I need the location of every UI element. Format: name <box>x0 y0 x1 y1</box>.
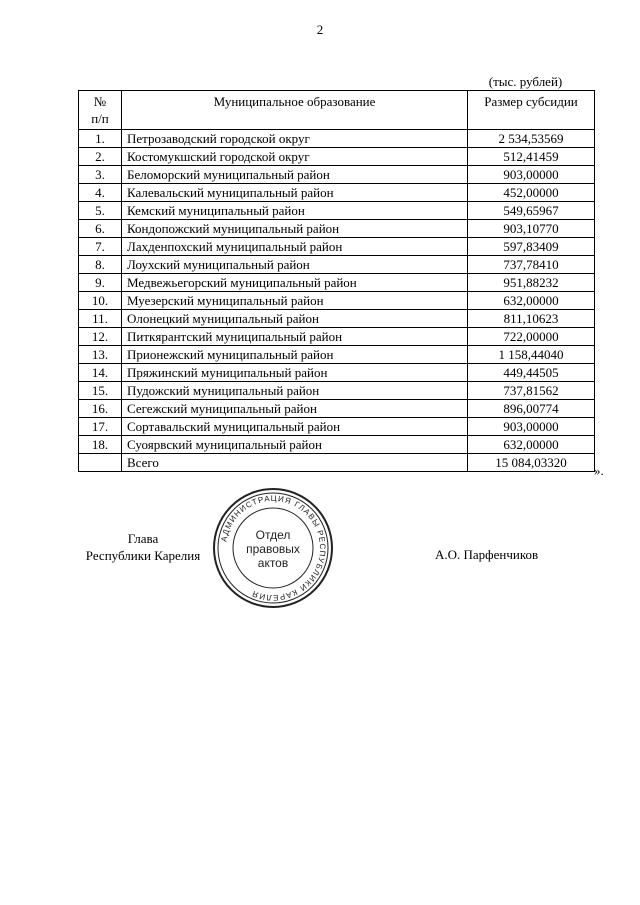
row-number: 15. <box>79 382 122 400</box>
row-subsidy: 903,00000 <box>468 166 595 184</box>
table-row <box>79 148 595 166</box>
row-municipality: Прионежский муниципальный район <box>122 346 468 364</box>
row-number: 6. <box>79 220 122 238</box>
stamp-line3: актов <box>257 556 289 570</box>
row-municipality: Медвежьегорский муниципальный район <box>122 274 468 292</box>
stamp-line2: правовых <box>246 542 300 556</box>
table-row <box>79 364 595 382</box>
row-municipality: Петрозаводский городской округ <box>122 130 468 148</box>
row-number: 10. <box>79 292 122 310</box>
table-total-row <box>79 454 595 472</box>
row-municipality: Лахденпохский муниципальный район <box>122 238 468 256</box>
signature-title <box>78 530 208 564</box>
header-number-pp: п/п <box>91 111 109 126</box>
row-subsidy: 737,78410 <box>468 256 595 274</box>
table-row <box>79 418 595 436</box>
row-municipality: Пряжинский муниципальный район <box>122 364 468 382</box>
row-subsidy: 632,00000 <box>468 292 595 310</box>
row-subsidy: 632,00000 <box>468 436 595 454</box>
table-row <box>79 382 595 400</box>
table-row <box>79 328 595 346</box>
row-number: 3. <box>79 166 122 184</box>
row-number: 13. <box>79 346 122 364</box>
table-row <box>79 130 595 148</box>
row-municipality: Олонецкий муниципальный район <box>122 310 468 328</box>
row-municipality: Пудожский муниципальный район <box>122 382 468 400</box>
row-number: 16. <box>79 400 122 418</box>
row-subsidy: 597,83409 <box>468 238 595 256</box>
stamp-ring-text: АДМИНИСТРАЦИЯ ГЛАВЫ РЕСПУБЛИКИ КАРЕЛИЯ <box>219 493 328 603</box>
signatory-name: А.О. Парфенчиков <box>435 547 539 562</box>
row-municipality: Питкярантский муниципальный район <box>122 328 468 346</box>
closing-quote: ». <box>594 463 604 478</box>
row-municipality: Беломорский муниципальный район <box>122 166 468 184</box>
signature-title-line2: Республики Карелия <box>85 548 201 563</box>
row-municipality: Кемский муниципальный район <box>122 202 468 220</box>
row-subsidy: 512,41459 <box>468 148 595 166</box>
row-municipality: Муезерский муниципальный район <box>122 292 468 310</box>
header-subsidy: Размер субсидии <box>468 91 595 130</box>
row-municipality: Кондопожский муниципальный район <box>122 220 468 238</box>
row-subsidy: 449,44505 <box>468 364 595 382</box>
table-row <box>79 184 595 202</box>
header-number <box>79 91 122 130</box>
row-number: 11. <box>79 310 122 328</box>
page-number: 2 <box>316 22 324 37</box>
row-municipality: Сортавальский муниципальный район <box>122 418 468 436</box>
row-subsidy: 1 158,44040 <box>468 346 595 364</box>
row-number: 1. <box>79 130 122 148</box>
row-subsidy: 951,88232 <box>468 274 595 292</box>
row-subsidy: 903,10770 <box>468 220 595 238</box>
row-number: 4. <box>79 184 122 202</box>
row-subsidy: 2 534,53569 <box>468 130 595 148</box>
table-row <box>79 202 595 220</box>
table-row <box>79 310 595 328</box>
stamp-line1: Отдел <box>255 528 291 542</box>
row-number: 14. <box>79 364 122 382</box>
table-row <box>79 274 595 292</box>
row-subsidy: 903,00000 <box>468 418 595 436</box>
row-subsidy: 452,00000 <box>468 184 595 202</box>
row-subsidy: 549,65967 <box>468 202 595 220</box>
header-municipality: Муниципальное образование <box>122 91 468 130</box>
row-number: 12. <box>79 328 122 346</box>
header-number-sign: № <box>93 94 107 109</box>
row-number <box>79 454 122 472</box>
table-row <box>79 256 595 274</box>
table-row <box>79 238 595 256</box>
table-row <box>79 220 595 238</box>
row-municipality: Костомукшский городской округ <box>122 148 468 166</box>
row-number: 5. <box>79 202 122 220</box>
row-number: 17. <box>79 418 122 436</box>
table-row <box>79 166 595 184</box>
units-label: (тыс. рублей) <box>488 74 563 89</box>
official-stamp <box>211 486 335 610</box>
table-row <box>79 346 595 364</box>
row-subsidy: 811,10623 <box>468 310 595 328</box>
table-row <box>79 292 595 310</box>
table-row <box>79 400 595 418</box>
row-number: 8. <box>79 256 122 274</box>
row-number: 7. <box>79 238 122 256</box>
row-number: 2. <box>79 148 122 166</box>
total-label: Всего <box>122 454 468 472</box>
row-subsidy: 737,81562 <box>468 382 595 400</box>
subsidy-table <box>78 90 595 472</box>
row-municipality: Сегежский муниципальный район <box>122 400 468 418</box>
row-number: 9. <box>79 274 122 292</box>
total-value: 15 084,03320 <box>468 454 595 472</box>
table-row <box>79 436 595 454</box>
signature-title-line1: Глава <box>127 531 159 546</box>
row-municipality: Лоухский муниципальный район <box>122 256 468 274</box>
row-subsidy: 722,00000 <box>468 328 595 346</box>
row-municipality: Калевальский муниципальный район <box>122 184 468 202</box>
row-number: 18. <box>79 436 122 454</box>
row-subsidy: 896,00774 <box>468 400 595 418</box>
row-municipality: Суоярвский муниципальный район <box>122 436 468 454</box>
table-header-row <box>79 91 595 130</box>
